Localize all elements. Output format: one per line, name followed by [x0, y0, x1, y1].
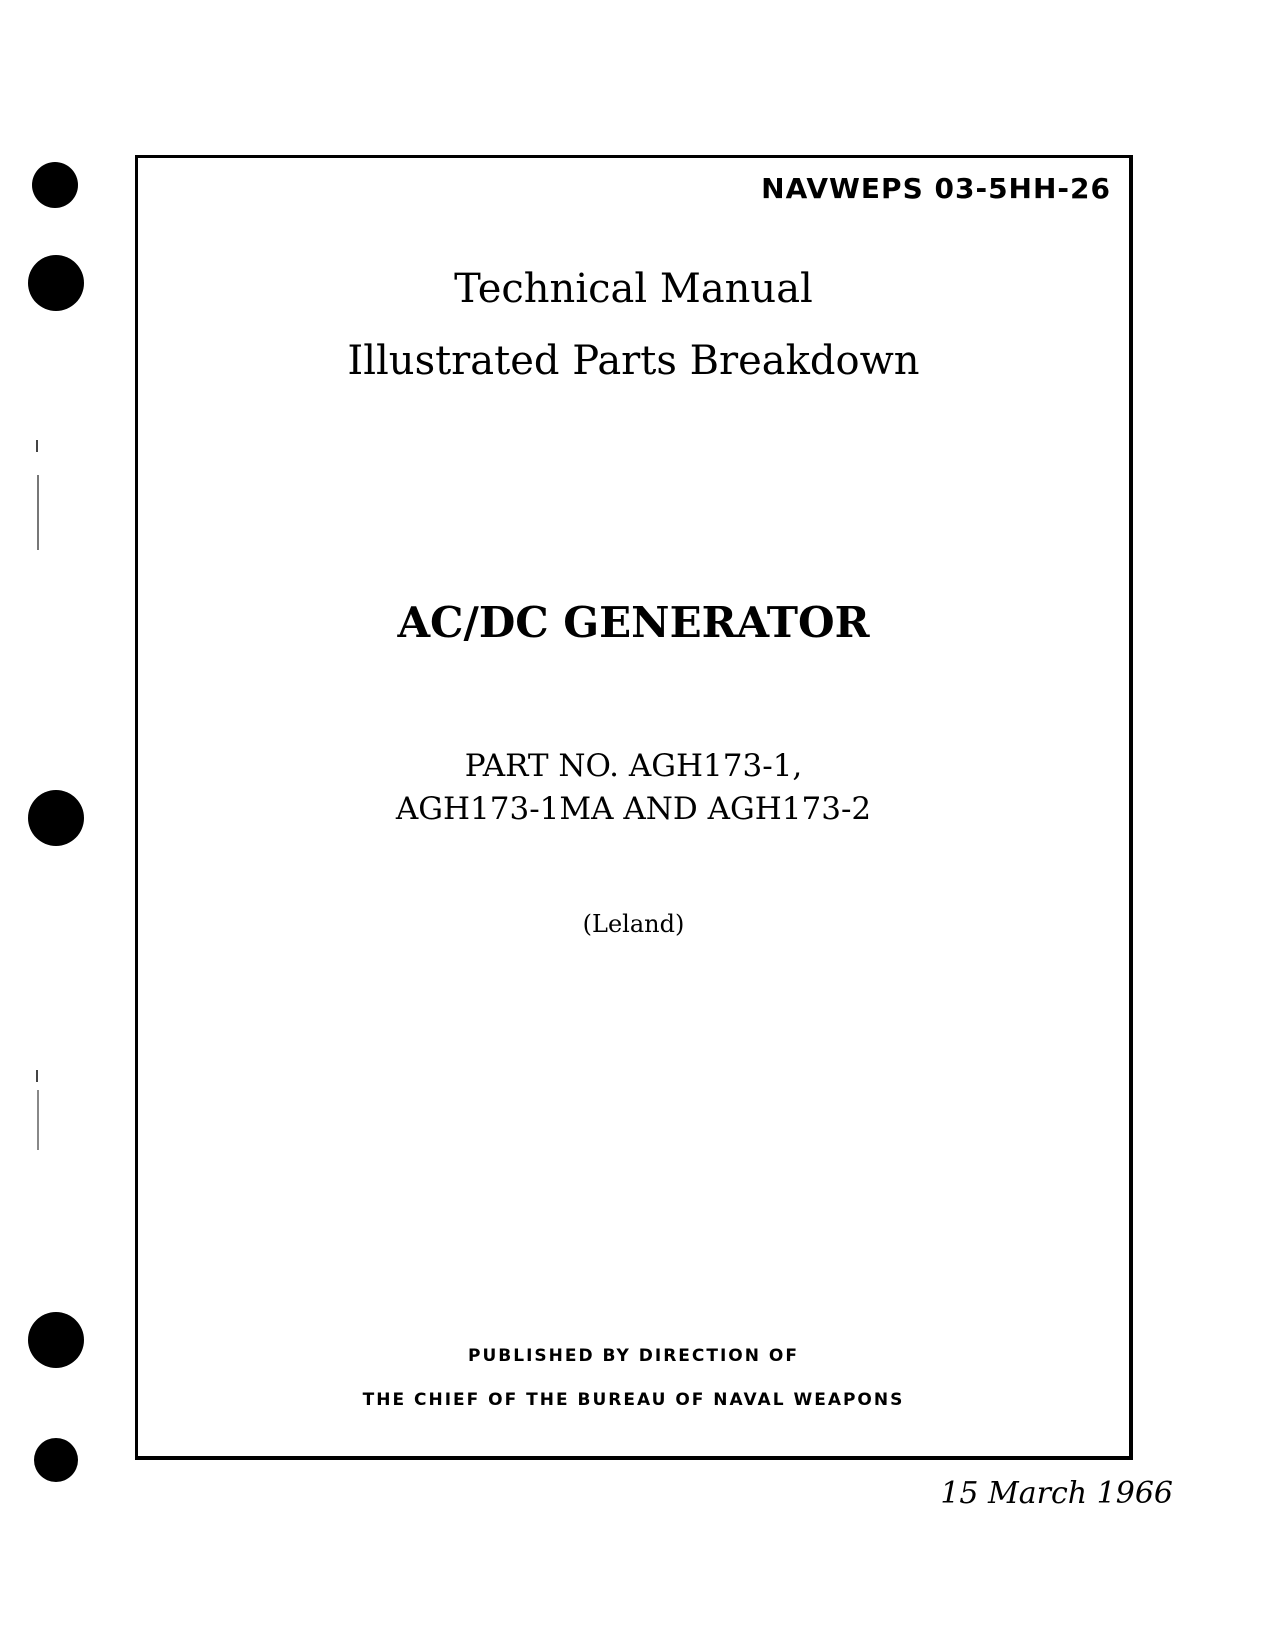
- manual-subtitle: Illustrated Parts Breakdown: [347, 338, 920, 384]
- binder-hole-3: [28, 790, 84, 846]
- part-numbers-line-1: PART NO. AGH173-1,: [464, 748, 803, 784]
- scan-mark: [36, 440, 38, 452]
- manufacturer: (Leland): [582, 910, 685, 938]
- scan-mark: [36, 1070, 38, 1082]
- document-number: NAVWEPS 03-5HH-26: [761, 172, 1111, 205]
- binder-hole-4: [28, 1312, 84, 1368]
- product-name: AC/DC GENERATOR: [397, 598, 870, 647]
- binder-hole-5: [34, 1438, 78, 1482]
- publisher-line-1: PUBLISHED BY DIRECTION OF: [468, 1346, 799, 1366]
- part-numbers-line-2: AGH173-1MA AND AGH173-2: [395, 791, 872, 827]
- scan-mark: [37, 475, 39, 550]
- publisher-line-2: THE CHIEF OF THE BUREAU OF NAVAL WEAPONS: [362, 1390, 905, 1410]
- binder-hole-2: [28, 255, 84, 311]
- cover-border: [135, 155, 1133, 1460]
- manual-title: Technical Manual: [454, 266, 813, 312]
- publication-date: 15 March 1966: [940, 1476, 1173, 1511]
- binder-hole-1: [32, 162, 78, 208]
- scan-mark: [37, 1090, 39, 1150]
